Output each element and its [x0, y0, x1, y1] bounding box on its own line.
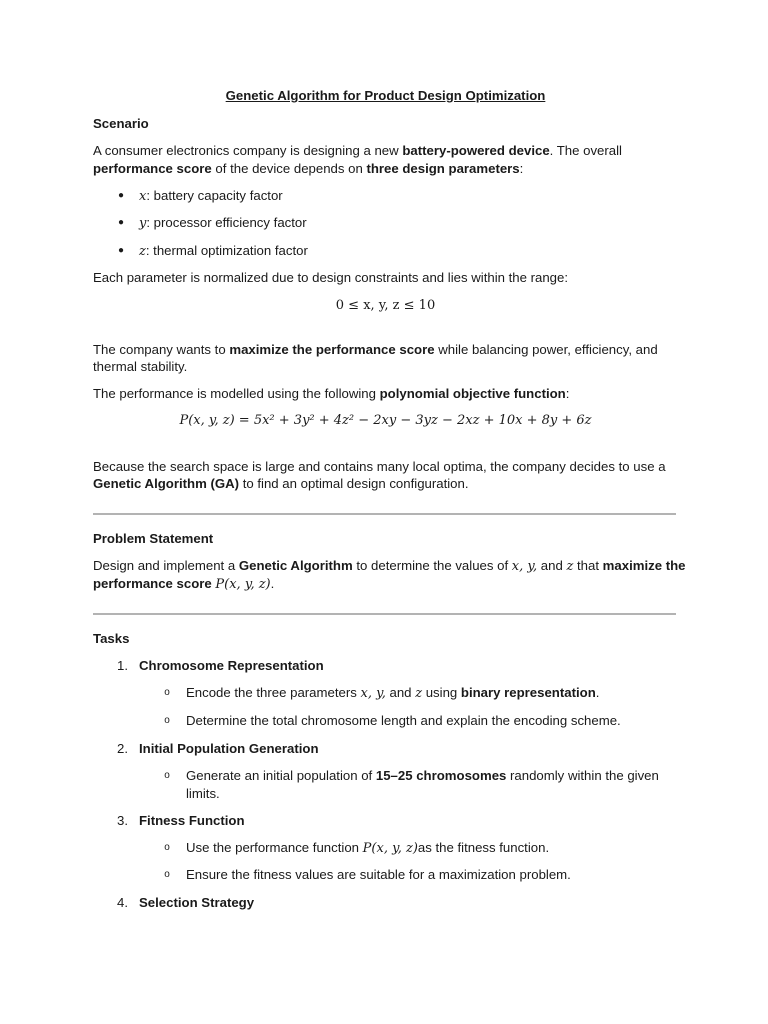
bullet-icon: ● — [117, 245, 125, 256]
task-subitem: o Generate an initial population of 15–25 chromosomes randomly within the given — [186, 767, 659, 785]
circle-bullet-icon: o — [164, 687, 170, 698]
scenario-intro-line-1: A consumer electronics company is designing a new battery-powered device. The overall — [93, 143, 622, 158]
task-item: 2. Initial Population Generation — [117, 741, 319, 756]
circle-bullet-icon: o — [164, 770, 170, 781]
task-item: 1. Chromosome Representation — [117, 658, 324, 673]
circle-bullet-icon: o — [164, 715, 170, 726]
document-title: Genetic Algorithm for Product Design Optimization — [225, 88, 546, 103]
because-line-1: Because the search space is large and contains many local optima, the company decides to use a — [93, 459, 666, 474]
model-line: The performance is modelled using the following polynomial objective function: — [93, 386, 570, 401]
bullet-icon: ● — [117, 217, 125, 228]
task-subitem: o Use the performance function P(x, y, z)as the fitness function. — [186, 839, 549, 858]
problem-line-2: performance score P(x, y, z). — [93, 576, 275, 592]
range-text: Each parameter is normalized due to design constraints and lies within the range: — [93, 270, 569, 285]
section-divider — [93, 613, 676, 615]
scenario-intro-line-2: performance score of the device depends on three design parameters: — [93, 161, 524, 176]
param-item: ● x: battery capacity factor — [139, 187, 283, 206]
task-subitem-continued: limits. — [186, 786, 220, 801]
task-subitem: o Ensure the fitness values are suitable for a maximization problem. — [186, 866, 571, 884]
task-subitem: o Determine the total chromosome length and explain the encoding scheme. — [186, 712, 621, 730]
tasks-heading: Tasks — [93, 631, 130, 646]
task-item: 4. Selection Strategy — [117, 895, 255, 910]
scenario-heading: Scenario — [93, 116, 149, 131]
circle-bullet-icon: o — [164, 869, 170, 880]
task-subitem: o Encode the three parameters x, y, and z using binary representation. — [186, 684, 599, 703]
objective-function: P(x, y, z) = 5x² + 3y² + 4z² − 2xy − 3yz − 2xz + 10x + 8y + 6z — [179, 413, 592, 428]
problem-line-1: Design and implement a Genetic Algorithm to determine the values of x, y, and z that maximize the — [93, 558, 686, 574]
param-item: ● z: thermal optimization factor — [139, 242, 308, 261]
task-item: 3. Fitness Function — [117, 813, 245, 828]
param-item: ● y: processor efficiency factor — [139, 214, 307, 233]
range-formula: 0 ≤ x, y, z ≤ 10 — [335, 298, 436, 313]
circle-bullet-icon: o — [164, 842, 170, 853]
because-line-2: Genetic Algorithm (GA) to find an optimal design configuration. — [93, 476, 469, 491]
section-divider — [93, 513, 676, 515]
maximize-line-1: The company wants to maximize the performance score while balancing power, efficiency, and — [93, 342, 658, 357]
maximize-line-2: thermal stability. — [93, 359, 188, 374]
bullet-icon: ● — [117, 190, 125, 201]
problem-heading: Problem Statement — [93, 531, 214, 546]
